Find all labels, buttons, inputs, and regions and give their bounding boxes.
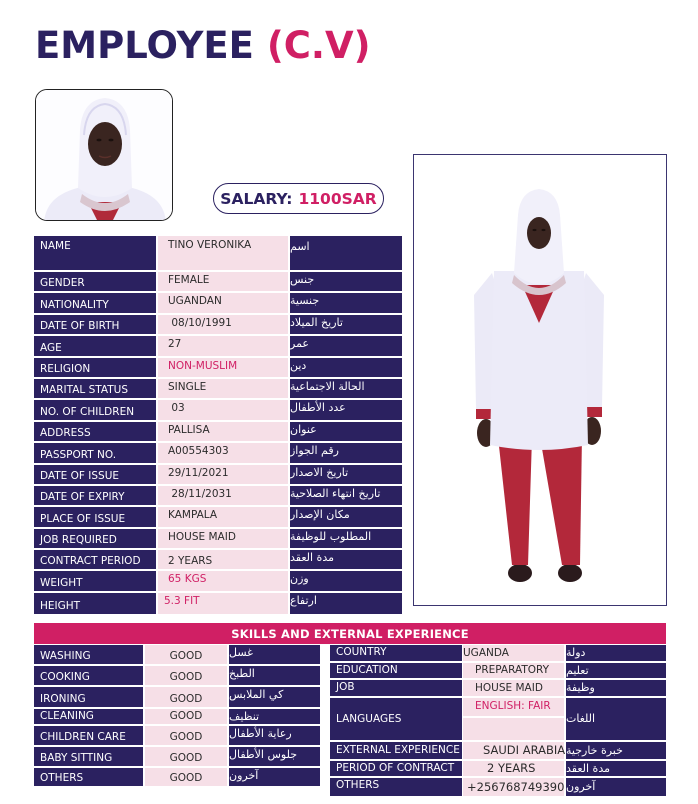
portrait-image-icon	[36, 90, 173, 221]
skills-table	[34, 645, 320, 786]
info-label: RELIGION	[34, 358, 156, 377]
skill-row-children-care	[34, 726, 320, 747]
info-label-arabic: رقم الجواز	[290, 443, 402, 462]
title-main: EMPLOYEE	[35, 24, 254, 67]
info-row-religion	[34, 358, 402, 379]
skill-value: GOOD	[143, 666, 229, 685]
exp-value: HOUSE MAID	[462, 680, 566, 696]
exp-label: EXTERNAL EXPERIENCE	[330, 742, 462, 759]
info-row-contract-period	[34, 550, 402, 571]
exp-row-country	[330, 645, 666, 663]
skill-label-arabic: كي الملابس	[229, 687, 320, 706]
info-label-arabic: المطلوب للوظيفة	[290, 529, 402, 548]
info-label-arabic: اسم	[290, 236, 402, 270]
skill-row-others	[34, 768, 320, 786]
skill-label-arabic: رعاية الأطفال	[229, 726, 320, 745]
info-row-date-of-birth	[34, 315, 402, 336]
skill-label-arabic: تنظيف	[229, 709, 320, 724]
info-label-arabic: عنوان	[290, 422, 402, 441]
info-row-nationality	[34, 293, 402, 314]
exp-label-arabic: دولة	[566, 645, 666, 661]
info-row-place-of-issue	[34, 507, 402, 528]
exp-row-others	[330, 778, 666, 796]
language-english: ENGLISH: FAIR	[463, 698, 564, 718]
info-row-age	[34, 336, 402, 357]
info-label: JOB REQUIRED	[34, 529, 156, 548]
info-row-date-of-issue	[34, 465, 402, 486]
info-row-marital-status	[34, 379, 402, 400]
skill-label: CHILDREN CARE	[34, 726, 143, 745]
info-value: NON-MUSLIM	[156, 358, 290, 377]
info-value: SINGLE	[156, 379, 290, 398]
info-label: MARITAL STATUS	[34, 379, 156, 398]
title-accent: (C.V)	[266, 24, 371, 67]
info-value: FEMALE	[156, 272, 290, 291]
info-value: 29/11/2021	[156, 465, 290, 484]
exp-label: OTHERS	[330, 778, 462, 796]
info-label-arabic: مدة العقد	[290, 550, 402, 569]
info-row-date-of-expiry	[34, 486, 402, 507]
info-value: PALLISA	[156, 422, 290, 441]
info-value: HOUSE MAID	[156, 529, 290, 548]
experience-table	[330, 645, 666, 796]
exp-value: PREPARATORY	[462, 663, 566, 679]
exp-label: EDUCATION	[330, 663, 462, 679]
exp-value-languages	[462, 698, 566, 740]
info-value: 5.3 FIT	[156, 593, 290, 614]
exp-label-arabic: خبرة خارجية	[566, 742, 666, 759]
info-row-job-required	[34, 529, 402, 550]
info-label: PLACE OF ISSUE	[34, 507, 156, 526]
info-label: DATE OF BIRTH	[34, 315, 156, 334]
exp-label: LANGUAGES	[330, 698, 462, 740]
info-label-arabic: جنس	[290, 272, 402, 291]
skill-row-cleaning	[34, 709, 320, 726]
info-value: 27	[156, 336, 290, 355]
info-label: NAME	[34, 236, 156, 270]
skill-label-arabic: الطبخ	[229, 666, 320, 685]
skill-label: BABY SITTING	[34, 747, 143, 766]
info-label-arabic: تاريخ انتهاء الصلاحية	[290, 486, 402, 505]
skill-value: GOOD	[143, 747, 229, 766]
exp-row-period-of-contract	[330, 761, 666, 778]
skill-value: GOOD	[143, 645, 229, 664]
skill-label-arabic: جلوس الأطفال	[229, 747, 320, 766]
exp-value-phone: +256768749390	[462, 778, 566, 796]
exp-label-arabic: تعليم	[566, 663, 666, 679]
exp-label: PERIOD OF CONTRACT	[330, 761, 462, 776]
skill-value: GOOD	[143, 726, 229, 745]
skill-label: WASHING	[34, 645, 143, 664]
skill-label: COOKING	[34, 666, 143, 685]
skill-value: GOOD	[143, 768, 229, 786]
info-row-address	[34, 422, 402, 443]
info-label: ADDRESS	[34, 422, 156, 441]
skill-value: GOOD	[143, 709, 229, 724]
info-value: KAMPALA	[156, 507, 290, 526]
exp-row-education	[330, 663, 666, 681]
info-label-arabic: تاريخ الميلاد	[290, 315, 402, 334]
page-title	[35, 24, 371, 67]
skill-label: OTHERS	[34, 768, 143, 786]
info-value: TINO VERONIKA	[156, 236, 290, 270]
info-label: GENDER	[34, 272, 156, 291]
info-label: NATIONALITY	[34, 293, 156, 312]
skill-value: GOOD	[143, 687, 229, 706]
exp-label-arabic: آخرون	[566, 778, 666, 796]
info-value: UGANDAN	[156, 293, 290, 312]
info-row-height	[34, 593, 402, 614]
exp-row-external-experience	[330, 742, 666, 761]
info-label: CONTRACT PERIOD	[34, 550, 156, 569]
exp-value: SAUDI ARABIA	[462, 742, 566, 759]
info-label-arabic: مكان الإصدار	[290, 507, 402, 526]
exp-value: 2 YEARS	[462, 761, 566, 776]
info-label-arabic: تاريخ الاصدار	[290, 465, 402, 484]
info-value: 08/10/1991	[156, 315, 290, 334]
skill-row-ironing	[34, 687, 320, 708]
full-body-photo	[413, 154, 667, 606]
info-label: WEIGHT	[34, 571, 156, 590]
info-label: HEIGHT	[34, 593, 156, 614]
portrait-photo	[35, 89, 173, 221]
skill-label-arabic: غسل	[229, 645, 320, 664]
info-value: A00554303	[156, 443, 290, 462]
personal-info-table	[34, 236, 402, 614]
info-label-arabic: وزن	[290, 571, 402, 590]
info-value: 65 KGS	[156, 571, 290, 590]
exp-label-arabic: وظيفة	[566, 680, 666, 696]
info-value: 28/11/2031	[156, 486, 290, 505]
exp-label: JOB	[330, 680, 462, 696]
info-label-arabic: عدد الأطفال	[290, 400, 402, 419]
exp-row-job	[330, 680, 666, 698]
exp-label-arabic: اللغات	[566, 698, 666, 740]
skill-row-washing	[34, 645, 320, 666]
info-label-arabic: عمر	[290, 336, 402, 355]
info-label-arabic: ارتفاع	[290, 593, 402, 614]
salary-label: SALARY:	[220, 189, 293, 208]
info-row-weight	[34, 571, 402, 592]
skills-section-header: SKILLS AND EXTERNAL EXPERIENCE	[34, 623, 666, 644]
salary-value: 1100SAR	[298, 189, 377, 208]
info-row-passport	[34, 443, 402, 464]
info-label: DATE OF ISSUE	[34, 465, 156, 484]
info-value: 03	[156, 400, 290, 419]
info-row-gender	[34, 272, 402, 293]
exp-row-languages	[330, 698, 666, 742]
info-label: NO. OF CHILDREN	[34, 400, 156, 419]
info-label-arabic: جنسية	[290, 293, 402, 312]
exp-value: UGANDA	[462, 645, 566, 661]
info-label-arabic: الحالة الاجتماعية	[290, 379, 402, 398]
info-label: PASSPORT NO.	[34, 443, 156, 462]
exp-label-arabic: مدة العقد	[566, 761, 666, 776]
skill-label: CLEANING	[34, 709, 143, 724]
full-body-image-icon	[414, 155, 666, 605]
salary-badge	[213, 183, 384, 214]
skill-label-arabic: آخرون	[229, 768, 320, 786]
exp-label: COUNTRY	[330, 645, 462, 661]
info-value: 2 YEARS	[156, 550, 290, 569]
info-row-children	[34, 400, 402, 421]
info-row-name	[34, 236, 402, 272]
skill-row-baby-sitting	[34, 747, 320, 768]
info-label: AGE	[34, 336, 156, 355]
skill-row-cooking	[34, 666, 320, 687]
language-second	[463, 718, 564, 740]
skill-label: IRONING	[34, 687, 143, 706]
info-label-arabic: دين	[290, 358, 402, 377]
info-label: DATE OF EXPIRY	[34, 486, 156, 505]
